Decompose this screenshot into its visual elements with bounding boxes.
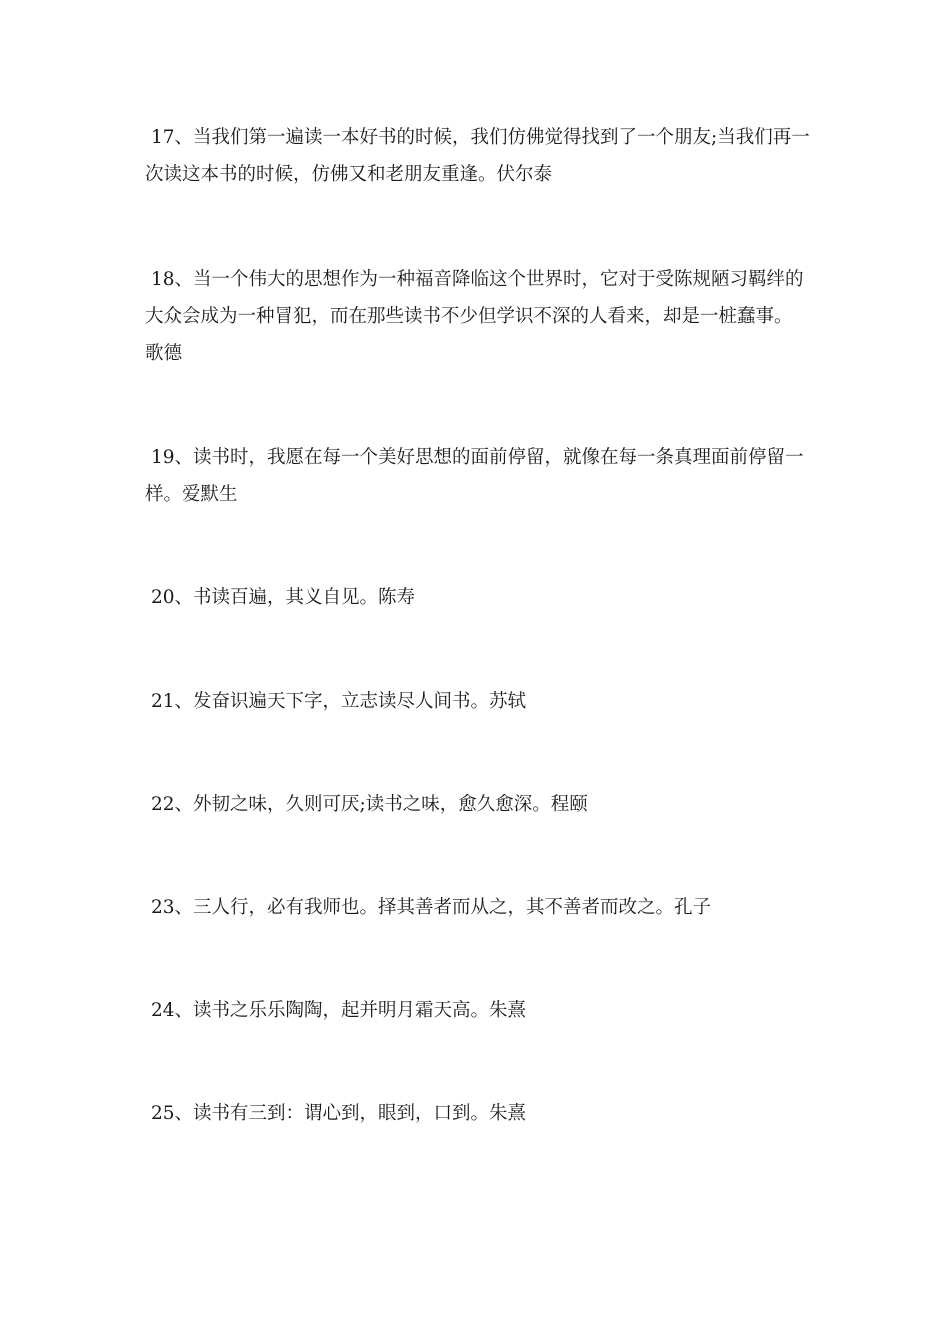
quote-21: 21、发奋识遍天下字，立志读尽人间书。苏轼 — [151, 691, 527, 712]
quote-24: 24、读书之乐乐陶陶，起并明月霜天高。朱熹 — [151, 1000, 527, 1021]
quote-25: 25、读书有三到：谓心到，眼到，口到。朱熹 — [151, 1103, 527, 1124]
quote-17: 17、当我们第一遍读一本好书的时候，我们仿佛觉得找到了一个朋友;当我们再一次读这本书的时候，仿佛又和老朋友重逢。伏尔泰 — [145, 127, 810, 185]
quote-19: 19、读书时，我愿在每一个美好思想的面前停留，就像在每一条真理面前停留一样。爱默生 — [145, 447, 804, 505]
quote-22: 22、外韧之味，久则可厌;读书之味，愈久愈深。程颐 — [151, 794, 588, 815]
quote-23: 23、三人行，必有我师也。择其善者而从之，其不善者而改之。孔子 — [151, 897, 712, 918]
quote-20: 20、书读百遍，其义自见。陈寿 — [151, 587, 416, 608]
quote-18: 18、当一个伟大的思想作为一种福音降临这个世界时，它对于受陈规陋习羁绊的大众会成为一种冒犯，而在那些读书不少但学识不深的人看来，却是一桩蠢事。歌德 — [145, 269, 804, 364]
